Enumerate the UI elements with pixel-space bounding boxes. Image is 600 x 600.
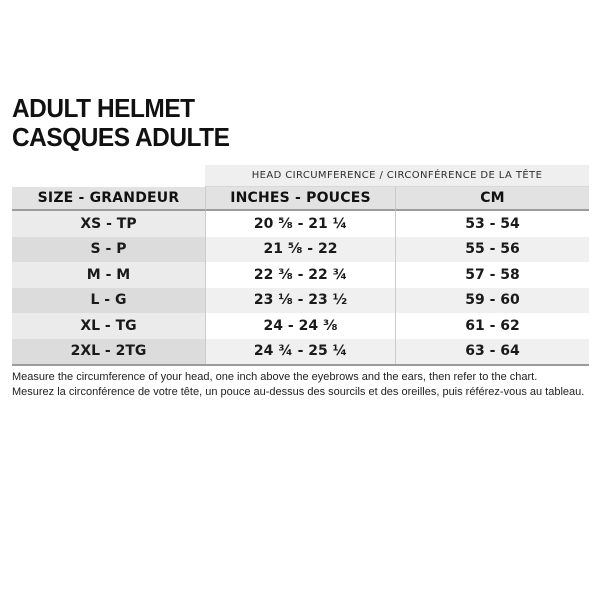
inches-cell: 21 ⅝ - 22: [205, 237, 395, 263]
column-header-size: SIZE - GRANDEUR: [12, 187, 205, 211]
cm-cell: 63 - 64: [395, 339, 589, 365]
measuring-instructions-fr: Mesurez la circonférence de votre tête, un pouce au-dessus des sourcils et des oreilles, puis référez-vous au tableau.: [12, 385, 585, 398]
page-title-fr: CASQUES ADULTE: [12, 122, 230, 152]
inches-cell: 20 ⅝ - 21 ¼: [205, 211, 395, 237]
cm-cell: 57 - 58: [395, 262, 589, 288]
head-circumference-banner: HEAD CIRCUMFERENCE / CIRCONFÉRENCE DE LA TÊTE: [205, 165, 589, 187]
inches-cell: 24 ¾ - 25 ¼: [205, 339, 395, 365]
inches-cell: 23 ⅛ - 23 ½: [205, 288, 395, 314]
size-cell: 2XL - 2TG: [12, 339, 205, 365]
size-table: [12, 165, 589, 366]
page-title-en: ADULT HELMET: [12, 93, 195, 123]
measuring-instructions-en: Measure the circumference of your head, one inch above the eyebrows and the ears, then refer to the chart.: [12, 371, 538, 383]
cm-cell: 59 - 60: [395, 288, 589, 314]
measuring-instructions: [12, 370, 588, 399]
size-cell: S - P: [12, 237, 205, 263]
table-corner-spacer: [12, 165, 205, 187]
column-header-inches: INCHES - POUCES: [205, 187, 395, 211]
cm-cell: 61 - 62: [395, 313, 589, 339]
cm-cell: 55 - 56: [395, 237, 589, 263]
size-cell: L - G: [12, 288, 205, 314]
cm-cell: 53 - 54: [395, 211, 589, 237]
page-title: [12, 94, 229, 152]
size-cell: XS - TP: [12, 211, 205, 237]
inches-cell: 22 ⅜ - 22 ¾: [205, 262, 395, 288]
size-cell: M - M: [12, 262, 205, 288]
column-header-cm: CM: [395, 187, 589, 211]
size-cell: XL - TG: [12, 313, 205, 339]
inches-cell: 24 - 24 ⅜: [205, 313, 395, 339]
